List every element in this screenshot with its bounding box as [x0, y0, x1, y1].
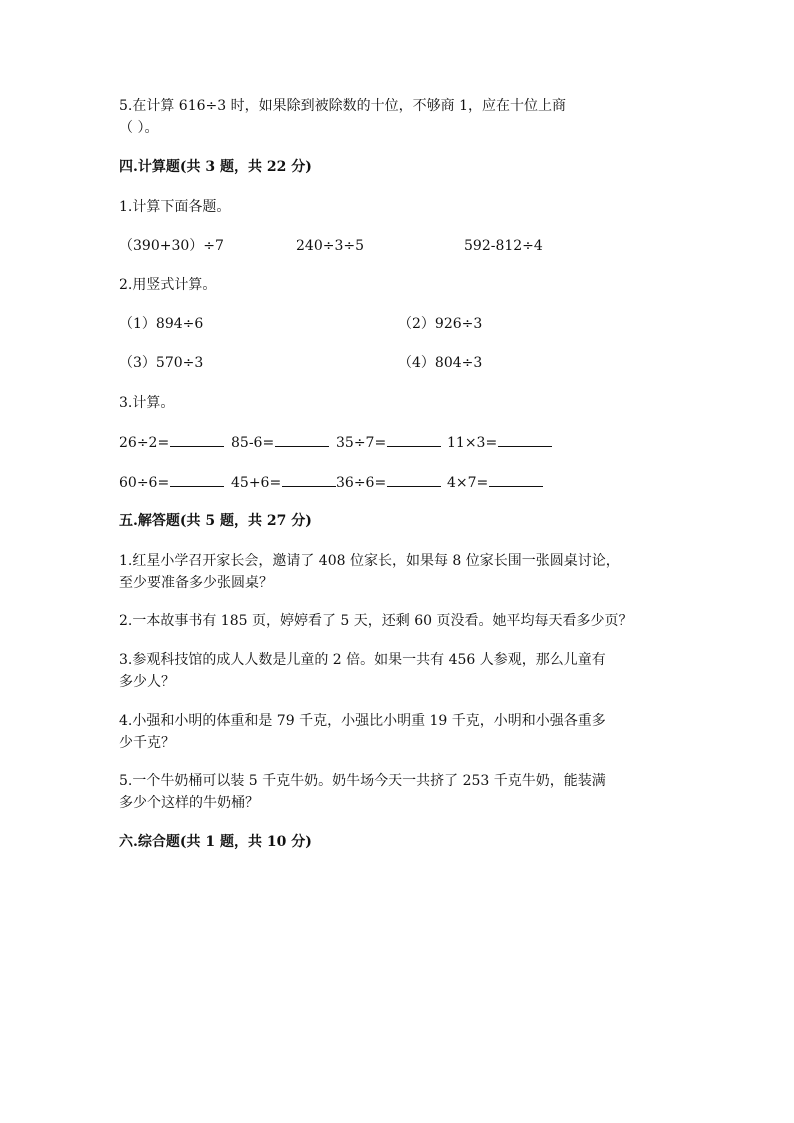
word-problem: 少千克？: [119, 735, 175, 751]
answer-blank: [489, 472, 543, 487]
oral-calc-item: 35÷7=: [336, 432, 441, 453]
answer-blank: [387, 432, 441, 447]
oral-calc-item: 85-6=: [231, 432, 329, 453]
oral-calc-item: 45+6=: [231, 472, 336, 493]
section-heading: 四.计算题(共 3 题，共 22 分): [119, 159, 312, 175]
calc-item: （1）894÷6: [119, 316, 204, 332]
word-problem: 4.小强和小明的体重和是 79 千克，小强比小明重 19 千克，小明和小强各重多: [119, 713, 606, 729]
calc-item: （390+30）÷7: [119, 238, 224, 254]
section-heading: 六.综合题(共 1 题，共 10 分): [119, 834, 312, 850]
calc-item: 592-812÷4: [464, 238, 543, 254]
oral-calc-item: 4×7=: [447, 472, 543, 493]
oral-calc-item: 26÷2=: [119, 432, 224, 453]
oral-calc-item: 60÷6=: [119, 472, 224, 493]
calc-item: 240÷3÷5: [296, 238, 364, 254]
answer-blank: [498, 432, 552, 447]
word-problem: 1.红星小学召开家长会，邀请了 408 位家长，如果每 8 位家长围一张圆桌讨论，: [119, 553, 620, 569]
word-problem: 3.参观科技馆的成人人数是儿童的 2 倍。如果一共有 456 人参观，那么儿童有: [119, 652, 606, 668]
word-problem: 至少要准备多少张圆桌？: [119, 575, 273, 591]
oral-calc-item: 36÷6=: [336, 472, 441, 493]
answer-blank: [275, 432, 329, 447]
question-text: 5.在计算 616÷3 时，如果除到被除数的十位，不够商 1，应在十位上商: [119, 98, 566, 114]
answer-blank: [282, 472, 336, 487]
question-title: 3.计算。: [119, 395, 175, 411]
oral-calc-item: 11×3=: [447, 432, 552, 453]
answer-blank: [387, 472, 441, 487]
answer-blank: [170, 432, 224, 447]
word-problem: 多少人？: [119, 674, 175, 690]
answer-blank-text: （ ）。: [119, 120, 159, 136]
calc-item: （4）804÷3: [398, 355, 483, 371]
calc-item: （2）926÷3: [398, 316, 483, 332]
word-problem: 5.一个牛奶桶可以装 5 千克牛奶。奶牛场今天一共挤了 253 千克牛奶，能装满: [119, 773, 606, 789]
question-title: 1.计算下面各题。: [119, 199, 231, 215]
section-heading: 五.解答题(共 5 题，共 27 分): [119, 513, 312, 529]
calc-item: （3）570÷3: [119, 355, 204, 371]
question-title: 2.用竖式计算。: [119, 277, 217, 293]
word-problem: 多少个这样的牛奶桶？: [119, 795, 259, 811]
word-problem: 2.一本故事书有 185 页，婷婷看了 5 天，还剩 60 页没看。她平均每天看多少页？: [119, 613, 633, 629]
answer-blank: [170, 472, 224, 487]
